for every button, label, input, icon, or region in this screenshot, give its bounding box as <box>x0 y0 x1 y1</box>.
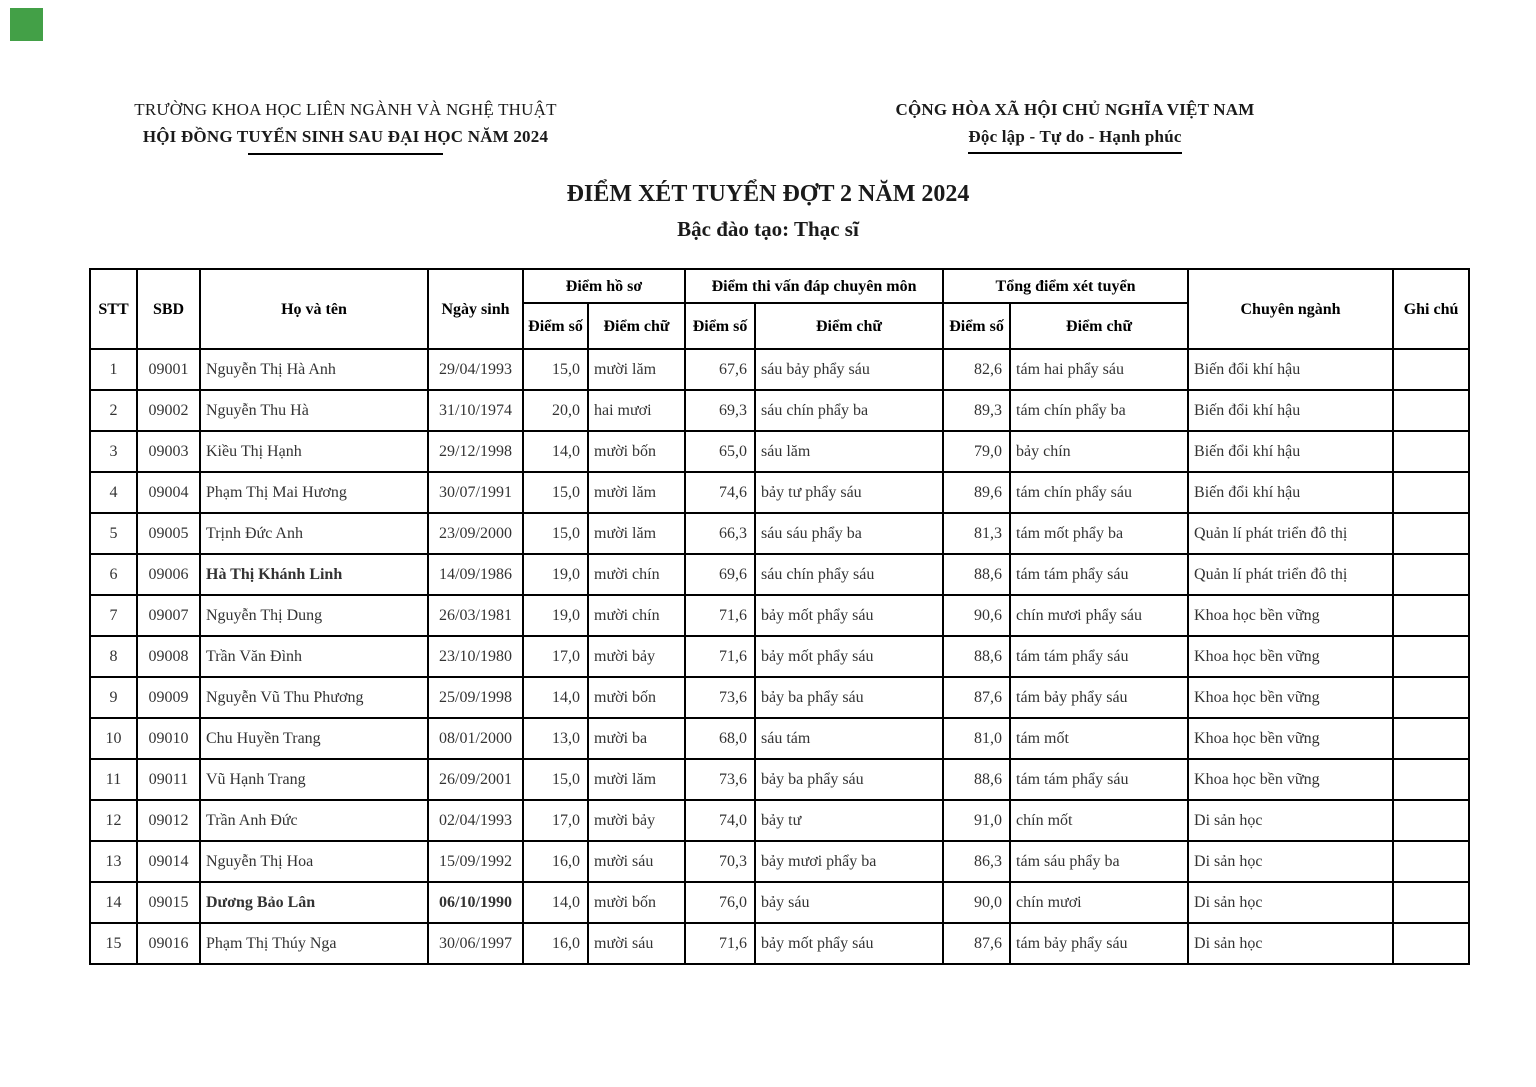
cell-total-text: chín mốt <box>1010 800 1188 841</box>
cell-interview-text: sáu chín phẩy sáu <box>755 554 943 595</box>
cell-total-text: tám tám phẩy sáu <box>1010 554 1188 595</box>
cell-sbd: 09014 <box>137 841 200 882</box>
cell-note <box>1393 800 1469 841</box>
cell-stt: 9 <box>90 677 137 718</box>
cell-interview-num: 70,3 <box>685 841 755 882</box>
cell-note <box>1393 882 1469 923</box>
cell-interview-text: bảy mươi phẩy ba <box>755 841 943 882</box>
table-row <box>90 349 1469 390</box>
cell-profile-text: mười lăm <box>588 759 685 800</box>
cell-sbd: 09008 <box>137 636 200 677</box>
cell-interview-num: 65,0 <box>685 431 755 472</box>
title-block <box>0 179 1536 243</box>
cell-total-num: 81,0 <box>943 718 1010 759</box>
cell-profile-text: mười lăm <box>588 472 685 513</box>
cell-profile-num: 15,0 <box>523 472 588 513</box>
cell-profile-text: mười bốn <box>588 882 685 923</box>
cell-interview-num: 73,6 <box>685 759 755 800</box>
cell-name: Nguyễn Thu Hà <box>200 390 428 431</box>
cell-interview-text: sáu tám <box>755 718 943 759</box>
cell-profile-num: 14,0 <box>523 431 588 472</box>
cell-profile-num: 14,0 <box>523 677 588 718</box>
org-underline-rule <box>248 153 443 155</box>
cell-total-text: chín mươi <box>1010 882 1188 923</box>
cell-total-text: tám bảy phẩy sáu <box>1010 923 1188 964</box>
table-row <box>90 390 1469 431</box>
header-total-score-num: Điểm số <box>943 303 1010 349</box>
cell-interview-text: sáu sáu phẩy ba <box>755 513 943 554</box>
cell-name: Dương Bảo Lân <box>200 882 428 923</box>
table-row <box>90 800 1469 841</box>
motto-underlined: Độc lập - Tự do - Hạnh phúc <box>968 123 1181 154</box>
header-interview-score-text: Điểm chữ <box>755 303 943 349</box>
cell-interview-text: bảy ba phẩy sáu <box>755 759 943 800</box>
cell-interview-text: bảy ba phẩy sáu <box>755 677 943 718</box>
header-profile-score-num: Điểm số <box>523 303 588 349</box>
cell-profile-num: 15,0 <box>523 759 588 800</box>
cell-dob: 23/10/1980 <box>428 636 523 677</box>
header-sbd: SBD <box>137 269 200 349</box>
cell-interview-text: sáu lăm <box>755 431 943 472</box>
header-total-score-text: Điểm chữ <box>1010 303 1188 349</box>
cell-name: Nguyễn Vũ Thu Phương <box>200 677 428 718</box>
cell-interview-num: 71,6 <box>685 636 755 677</box>
cell-sbd: 09007 <box>137 595 200 636</box>
cell-sbd: 09012 <box>137 800 200 841</box>
cell-name: Vũ Hạnh Trang <box>200 759 428 800</box>
page-title: ĐIỂM XÉT TUYỂN ĐỢT 2 NĂM 2024 <box>566 181 970 207</box>
cell-profile-num: 15,0 <box>523 513 588 554</box>
cell-major: Khoa học bền vững <box>1188 595 1393 636</box>
cell-profile-text: mười lăm <box>588 349 685 390</box>
cell-stt: 2 <box>90 390 137 431</box>
cell-interview-text: bảy mốt phẩy sáu <box>755 595 943 636</box>
cell-sbd: 09003 <box>137 431 200 472</box>
cell-total-num: 81,3 <box>943 513 1010 554</box>
cell-total-num: 91,0 <box>943 800 1010 841</box>
cell-profile-text: mười chín <box>588 554 685 595</box>
cell-stt: 13 <box>90 841 137 882</box>
cell-stt: 7 <box>90 595 137 636</box>
cell-note <box>1393 554 1469 595</box>
header-note: Ghi chú <box>1393 269 1469 349</box>
cell-interview-text: sáu chín phẩy ba <box>755 390 943 431</box>
cell-stt: 12 <box>90 800 137 841</box>
cell-total-text: tám mốt <box>1010 718 1188 759</box>
cell-major: Khoa học bền vững <box>1188 636 1393 677</box>
table-row <box>90 595 1469 636</box>
cell-dob: 26/03/1981 <box>428 595 523 636</box>
cell-profile-text: mười ba <box>588 718 685 759</box>
cell-total-num: 79,0 <box>943 431 1010 472</box>
cell-interview-text: sáu bảy phẩy sáu <box>755 349 943 390</box>
cell-major: Biến đổi khí hậu <box>1188 349 1393 390</box>
cell-dob: 25/09/1998 <box>428 677 523 718</box>
cell-note <box>1393 349 1469 390</box>
cell-interview-num: 69,6 <box>685 554 755 595</box>
cell-note <box>1393 431 1469 472</box>
cell-total-text: chín mươi phẩy sáu <box>1010 595 1188 636</box>
cell-profile-text: mười sáu <box>588 841 685 882</box>
cell-stt: 4 <box>90 472 137 513</box>
cell-sbd: 09006 <box>137 554 200 595</box>
cell-profile-num: 15,0 <box>523 349 588 390</box>
cell-sbd: 09004 <box>137 472 200 513</box>
cell-dob: 31/10/1974 <box>428 390 523 431</box>
table-row <box>90 841 1469 882</box>
header-stt: STT <box>90 269 137 349</box>
table-row <box>90 882 1469 923</box>
cell-interview-num: 71,6 <box>685 923 755 964</box>
cell-profile-num: 17,0 <box>523 800 588 841</box>
cell-name: Phạm Thị Mai Hương <box>200 472 428 513</box>
table-row <box>90 554 1469 595</box>
cell-name: Hà Thị Khánh Linh <box>200 554 428 595</box>
cell-name: Kiều Thị Hạnh <box>200 431 428 472</box>
council-name: HỘI ĐỒNG TUYỂN SINH SAU ĐẠI HỌC NĂM 2024 <box>142 127 549 146</box>
org-name: TRƯỜNG KHOA HỌC LIÊN NGÀNH VÀ NGHỆ THUẬT <box>134 100 557 119</box>
cell-note <box>1393 636 1469 677</box>
cell-profile-text: mười bảy <box>588 636 685 677</box>
cell-name: Chu Huyền Trang <box>200 718 428 759</box>
cell-dob: 29/12/1998 <box>428 431 523 472</box>
cell-total-num: 90,6 <box>943 595 1010 636</box>
table-row <box>90 636 1469 677</box>
cell-note <box>1393 923 1469 964</box>
cell-profile-num: 19,0 <box>523 595 588 636</box>
score-table-header <box>90 269 1469 349</box>
cell-stt: 1 <box>90 349 137 390</box>
cell-total-text: tám chín phẩy sáu <box>1010 472 1188 513</box>
cell-profile-text: mười chín <box>588 595 685 636</box>
cell-total-text: tám tám phẩy sáu <box>1010 636 1188 677</box>
cell-dob: 06/10/1990 <box>428 882 523 923</box>
cell-note <box>1393 759 1469 800</box>
cell-stt: 15 <box>90 923 137 964</box>
cell-total-num: 82,6 <box>943 349 1010 390</box>
cell-total-num: 89,6 <box>943 472 1010 513</box>
cell-sbd: 09005 <box>137 513 200 554</box>
cell-note <box>1393 390 1469 431</box>
cell-major: Biến đổi khí hậu <box>1188 431 1393 472</box>
cell-interview-num: 68,0 <box>685 718 755 759</box>
cell-interview-text: bảy tư phẩy sáu <box>755 472 943 513</box>
cell-note <box>1393 595 1469 636</box>
cell-stt: 10 <box>90 718 137 759</box>
cell-dob: 23/09/2000 <box>428 513 523 554</box>
cell-major: Khoa học bền vững <box>1188 759 1393 800</box>
cell-total-text: tám hai phẩy sáu <box>1010 349 1188 390</box>
cell-profile-num: 17,0 <box>523 636 588 677</box>
cell-stt: 11 <box>90 759 137 800</box>
cell-major: Di sản học <box>1188 800 1393 841</box>
table-row <box>90 677 1469 718</box>
cell-dob: 26/09/2001 <box>428 759 523 800</box>
cell-stt: 14 <box>90 882 137 923</box>
cell-sbd: 09002 <box>137 390 200 431</box>
cell-interview-text: bảy mốt phẩy sáu <box>755 923 943 964</box>
cell-profile-num: 14,0 <box>523 882 588 923</box>
score-table-body <box>90 349 1469 964</box>
cell-profile-text: mười bốn <box>588 677 685 718</box>
cell-name: Nguyễn Thị Hoa <box>200 841 428 882</box>
cell-major: Khoa học bền vững <box>1188 677 1393 718</box>
cell-total-text: bảy chín <box>1010 431 1188 472</box>
cell-interview-num: 66,3 <box>685 513 755 554</box>
national-motto <box>800 123 1350 154</box>
cell-total-num: 88,6 <box>943 636 1010 677</box>
cell-sbd: 09009 <box>137 677 200 718</box>
table-row <box>90 718 1469 759</box>
cell-interview-num: 76,0 <box>685 882 755 923</box>
cell-stt: 8 <box>90 636 137 677</box>
cell-profile-text: hai mươi <box>588 390 685 431</box>
cell-total-num: 90,0 <box>943 882 1010 923</box>
letterhead <box>0 0 1536 155</box>
cell-profile-num: 16,0 <box>523 841 588 882</box>
table-row <box>90 431 1469 472</box>
score-table <box>89 268 1470 965</box>
cell-total-num: 88,6 <box>943 554 1010 595</box>
cell-interview-num: 69,3 <box>685 390 755 431</box>
cell-profile-num: 13,0 <box>523 718 588 759</box>
cell-total-text: tám tám phẩy sáu <box>1010 759 1188 800</box>
cell-total-num: 86,3 <box>943 841 1010 882</box>
cell-note <box>1393 677 1469 718</box>
cell-total-text: tám sáu phẩy ba <box>1010 841 1188 882</box>
header-profile-score-text: Điểm chữ <box>588 303 685 349</box>
cell-total-num: 87,6 <box>943 923 1010 964</box>
cell-profile-num: 20,0 <box>523 390 588 431</box>
cell-dob: 30/07/1991 <box>428 472 523 513</box>
header-interview-score-num: Điểm số <box>685 303 755 349</box>
cell-total-num: 87,6 <box>943 677 1010 718</box>
header-group-interview: Điểm thi vấn đáp chuyên môn <box>685 269 943 303</box>
cell-major: Quản lí phát triển đô thị <box>1188 554 1393 595</box>
cell-name: Nguyễn Thị Hà Anh <box>200 349 428 390</box>
table-row <box>90 513 1469 554</box>
cell-name: Phạm Thị Thúy Nga <box>200 923 428 964</box>
cell-profile-num: 16,0 <box>523 923 588 964</box>
cell-major: Di sản học <box>1188 882 1393 923</box>
cell-profile-text: mười bảy <box>588 800 685 841</box>
cell-note <box>1393 841 1469 882</box>
cell-total-num: 89,3 <box>943 390 1010 431</box>
cell-total-text: tám mốt phẩy ba <box>1010 513 1188 554</box>
cell-note <box>1393 513 1469 554</box>
header-major: Chuyên ngành <box>1188 269 1393 349</box>
cell-profile-text: mười lăm <box>588 513 685 554</box>
cell-total-text: tám bảy phẩy sáu <box>1010 677 1188 718</box>
cell-sbd: 09011 <box>137 759 200 800</box>
cell-note <box>1393 472 1469 513</box>
cell-dob: 29/04/1993 <box>428 349 523 390</box>
header-name: Họ và tên <box>200 269 428 349</box>
cell-dob: 15/09/1992 <box>428 841 523 882</box>
cell-dob: 14/09/1986 <box>428 554 523 595</box>
cell-interview-num: 73,6 <box>685 677 755 718</box>
cell-name: Trần Văn Đình <box>200 636 428 677</box>
cell-interview-num: 74,6 <box>685 472 755 513</box>
cell-major: Biến đổi khí hậu <box>1188 390 1393 431</box>
cell-major: Di sản học <box>1188 841 1393 882</box>
green-marker-square <box>10 8 43 41</box>
cell-stt: 3 <box>90 431 137 472</box>
cell-major: Quản lí phát triển đô thị <box>1188 513 1393 554</box>
cell-profile-text: mười sáu <box>588 923 685 964</box>
cell-note <box>1393 718 1469 759</box>
cell-major: Biến đổi khí hậu <box>1188 472 1393 513</box>
table-row <box>90 472 1469 513</box>
cell-interview-text: bảy sáu <box>755 882 943 923</box>
national-header-block <box>800 96 1350 155</box>
cell-interview-num: 67,6 <box>685 349 755 390</box>
cell-major: Khoa học bền vững <box>1188 718 1393 759</box>
cell-profile-text: mười bốn <box>588 431 685 472</box>
cell-sbd: 09001 <box>137 349 200 390</box>
cell-name: Trần Anh Đức <box>200 800 428 841</box>
issuing-org-block <box>88 96 603 155</box>
cell-interview-text: bảy tư <box>755 800 943 841</box>
header-dob: Ngày sinh <box>428 269 523 349</box>
cell-sbd: 09015 <box>137 882 200 923</box>
page-subtitle: Bậc đào tạo: Thạc sĩ <box>677 217 859 241</box>
cell-stt: 6 <box>90 554 137 595</box>
cell-dob: 30/06/1997 <box>428 923 523 964</box>
cell-interview-num: 74,0 <box>685 800 755 841</box>
cell-name: Nguyễn Thị Dung <box>200 595 428 636</box>
cell-total-num: 88,6 <box>943 759 1010 800</box>
cell-name: Trịnh Đức Anh <box>200 513 428 554</box>
cell-dob: 02/04/1993 <box>428 800 523 841</box>
header-group-total: Tổng điểm xét tuyển <box>943 269 1188 303</box>
cell-stt: 5 <box>90 513 137 554</box>
cell-interview-text: bảy mốt phẩy sáu <box>755 636 943 677</box>
national-title: CỘNG HÒA XÃ HỘI CHỦ NGHĨA VIỆT NAM <box>895 100 1255 119</box>
table-row <box>90 923 1469 964</box>
cell-sbd: 09016 <box>137 923 200 964</box>
cell-dob: 08/01/2000 <box>428 718 523 759</box>
header-group-profile: Điểm hồ sơ <box>523 269 685 303</box>
table-row <box>90 759 1469 800</box>
cell-profile-num: 19,0 <box>523 554 588 595</box>
cell-sbd: 09010 <box>137 718 200 759</box>
cell-major: Di sản học <box>1188 923 1393 964</box>
cell-interview-num: 71,6 <box>685 595 755 636</box>
cell-total-text: tám chín phẩy ba <box>1010 390 1188 431</box>
